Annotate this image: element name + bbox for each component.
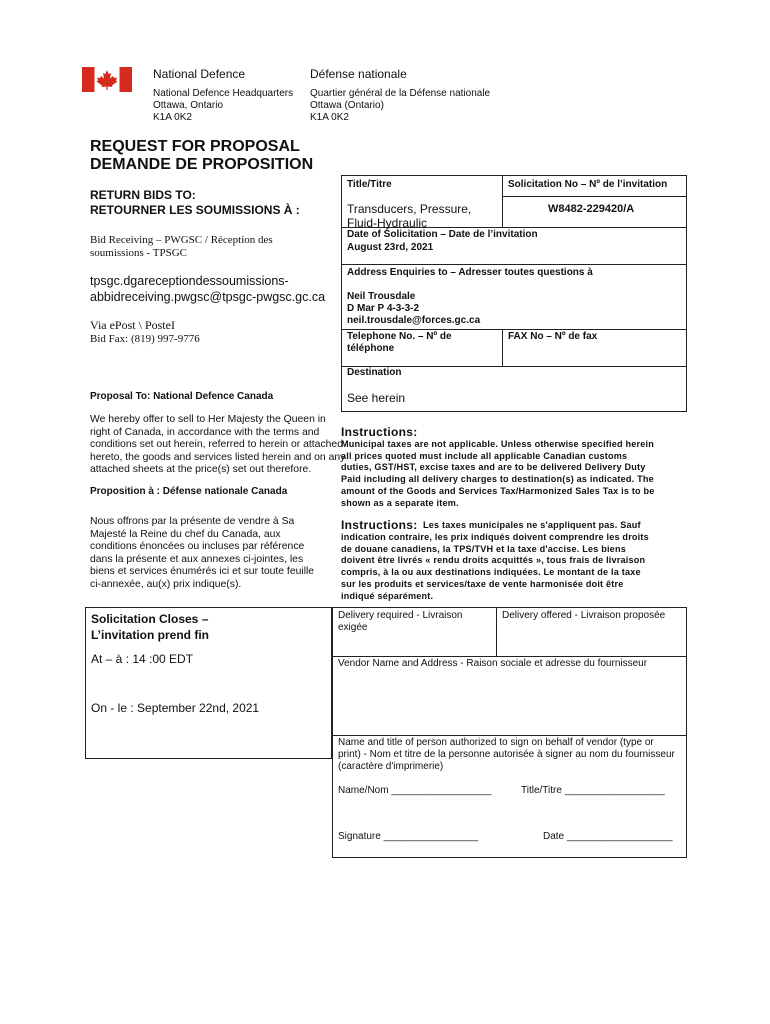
proposal-to-en: Proposal To: National Defence Canada [90, 391, 274, 402]
address-fr: Quartier général de la Défense nationale Ottawa (Ontario) K1A 0K2 [310, 88, 491, 123]
date-field[interactable]: Date ___________________ [543, 831, 673, 842]
telephone-label: Telephone No. – Nº de téléphone [347, 331, 452, 354]
instructions-body-en: Municipal taxes are not applicable. Unless otherwise specified herein all prices quoted must include all applicable Canadian customs duties, GST/HST, excise taxes and are to be delivered Delivery Duty Paid including all delivery charges to destination(s) as indicated. The amount of the Goods and Services Tax/Harmonized Sales Tax is to be shown as a separate item. [341, 439, 655, 508]
instructions-heading-fr: Instructions: [341, 518, 418, 532]
contact-name: Neil Trousdale [347, 291, 416, 302]
bid-email[interactable]: tpsgc.dgareceptiondessoumissions- abbidreceiving.pwgsc@tpsgc-pwgsc.gc.ca [90, 274, 326, 304]
title-value: Transducers, Pressure, Fluid-Hydraulic [347, 202, 472, 230]
title-field[interactable]: Title/Titre __________________ [521, 785, 665, 796]
signature-field[interactable]: Signature _________________ [338, 831, 479, 842]
date-value: August 23rd, 2021 [347, 242, 434, 253]
offer-text-fr: Nous offrons par la présente de vendre à Sa Majesté la Reine du chef du Canada, aux conditions énoncées ou incluses par référence dans la présente et aux annexes ci-jointes, les biens et services énumérés ici et sur toute feuille ci-annexée, au(x) prix indique(s). [90, 516, 315, 590]
name-field[interactable]: Name/Nom __________________ [338, 785, 492, 796]
vendor-box [332, 607, 687, 858]
authorized-person-label: Name and title of person authorized to sign on behalf of vendor (type or print) - Nom et titre de la personne autorisée à signer au nom du fournisseur (caractère d'imprimerie) [338, 737, 675, 772]
vendor-name-address-label: Vendor Name and Address - Raison sociale et adresse du fournisseur [338, 658, 648, 669]
bid-via: Via ePost \ PosteI [90, 318, 175, 332]
closes-at: At – à : 14 :00 EDT [91, 652, 194, 666]
solicitation-label: Solicitation No – Nº de l’invitation [508, 179, 668, 190]
instructions-body-fr: indication contraire, les prix indiqués doivent comprendre les droits de douane canadiens, la TPS/TVH et la taxe d'accise. Les biens doivent être livrés « rendu droits acquittés », tous frais de livraison compris, à la ou aux destinations indiquées. Le montant de la taxe sur les produits et services/taxe de vente harmonisée doit être indiqué séparément. [341, 532, 649, 601]
title-en: REQUEST FOR PROPOSAL [90, 138, 300, 155]
title-label: Title/Titre [347, 179, 392, 190]
fax-label: FAX No – Nº de fax [508, 331, 598, 342]
department-name-fr: Défense nationale [310, 67, 407, 81]
instructions-body-fr-first-line: Les taxes municipales ne s'appliquent pas. Sauf [423, 520, 641, 530]
destination-value: See herein [347, 391, 406, 405]
closes-on: On - le : September 22nd, 2021 [91, 701, 260, 715]
offer-text-en: We hereby offer to sell to Her Majesty the Queen in right of Canada, in accordance with the terms and conditions set out herein, referred to herein or attached hereto, the goods and services listed herein and on any attached sheets at the price(s) set out therefore. [90, 414, 346, 476]
solicitation-number: W8482-229420/A [548, 203, 635, 215]
proposal-to-fr: Proposition à : Défense nationale Canada [90, 486, 288, 497]
return-bids-heading: RETURN BIDS TO: RETOURNER LES SOUMISSIONS À : [90, 188, 300, 217]
instructions-heading-en: Instructions: [341, 425, 418, 439]
closes-title: Solicitation Closes – L’invitation prend fin [91, 612, 209, 642]
bid-receiving: Bid Receiving – PWGSC / Réception des soumissions - TPSGC [90, 234, 273, 259]
title-fr: DEMANDE DE PROPOSITION [90, 156, 314, 173]
date-label: Date of Solicitation – Date de l’invitation [347, 229, 538, 240]
destination-label: Destination [347, 367, 402, 378]
department-name-en: National Defence [153, 67, 246, 81]
canada-flag-icon [82, 67, 132, 92]
address-en: National Defence Headquarters Ottawa, Ontario K1A 0K2 [153, 88, 294, 123]
contact-email[interactable]: neil.trousdale@forces.gc.ca [347, 315, 481, 326]
delivery-offered-label: Delivery offered - Livraison proposée [502, 610, 666, 621]
enquiries-label: Address Enquiries to – Adresser toutes questions à [347, 267, 593, 278]
contact-code: D Mar P 4-3-3-2 [347, 303, 420, 314]
delivery-required-label: Delivery required - Livraison exigée [338, 610, 463, 633]
bid-fax: Bid Fax: (819) 997-9776 [90, 333, 200, 345]
